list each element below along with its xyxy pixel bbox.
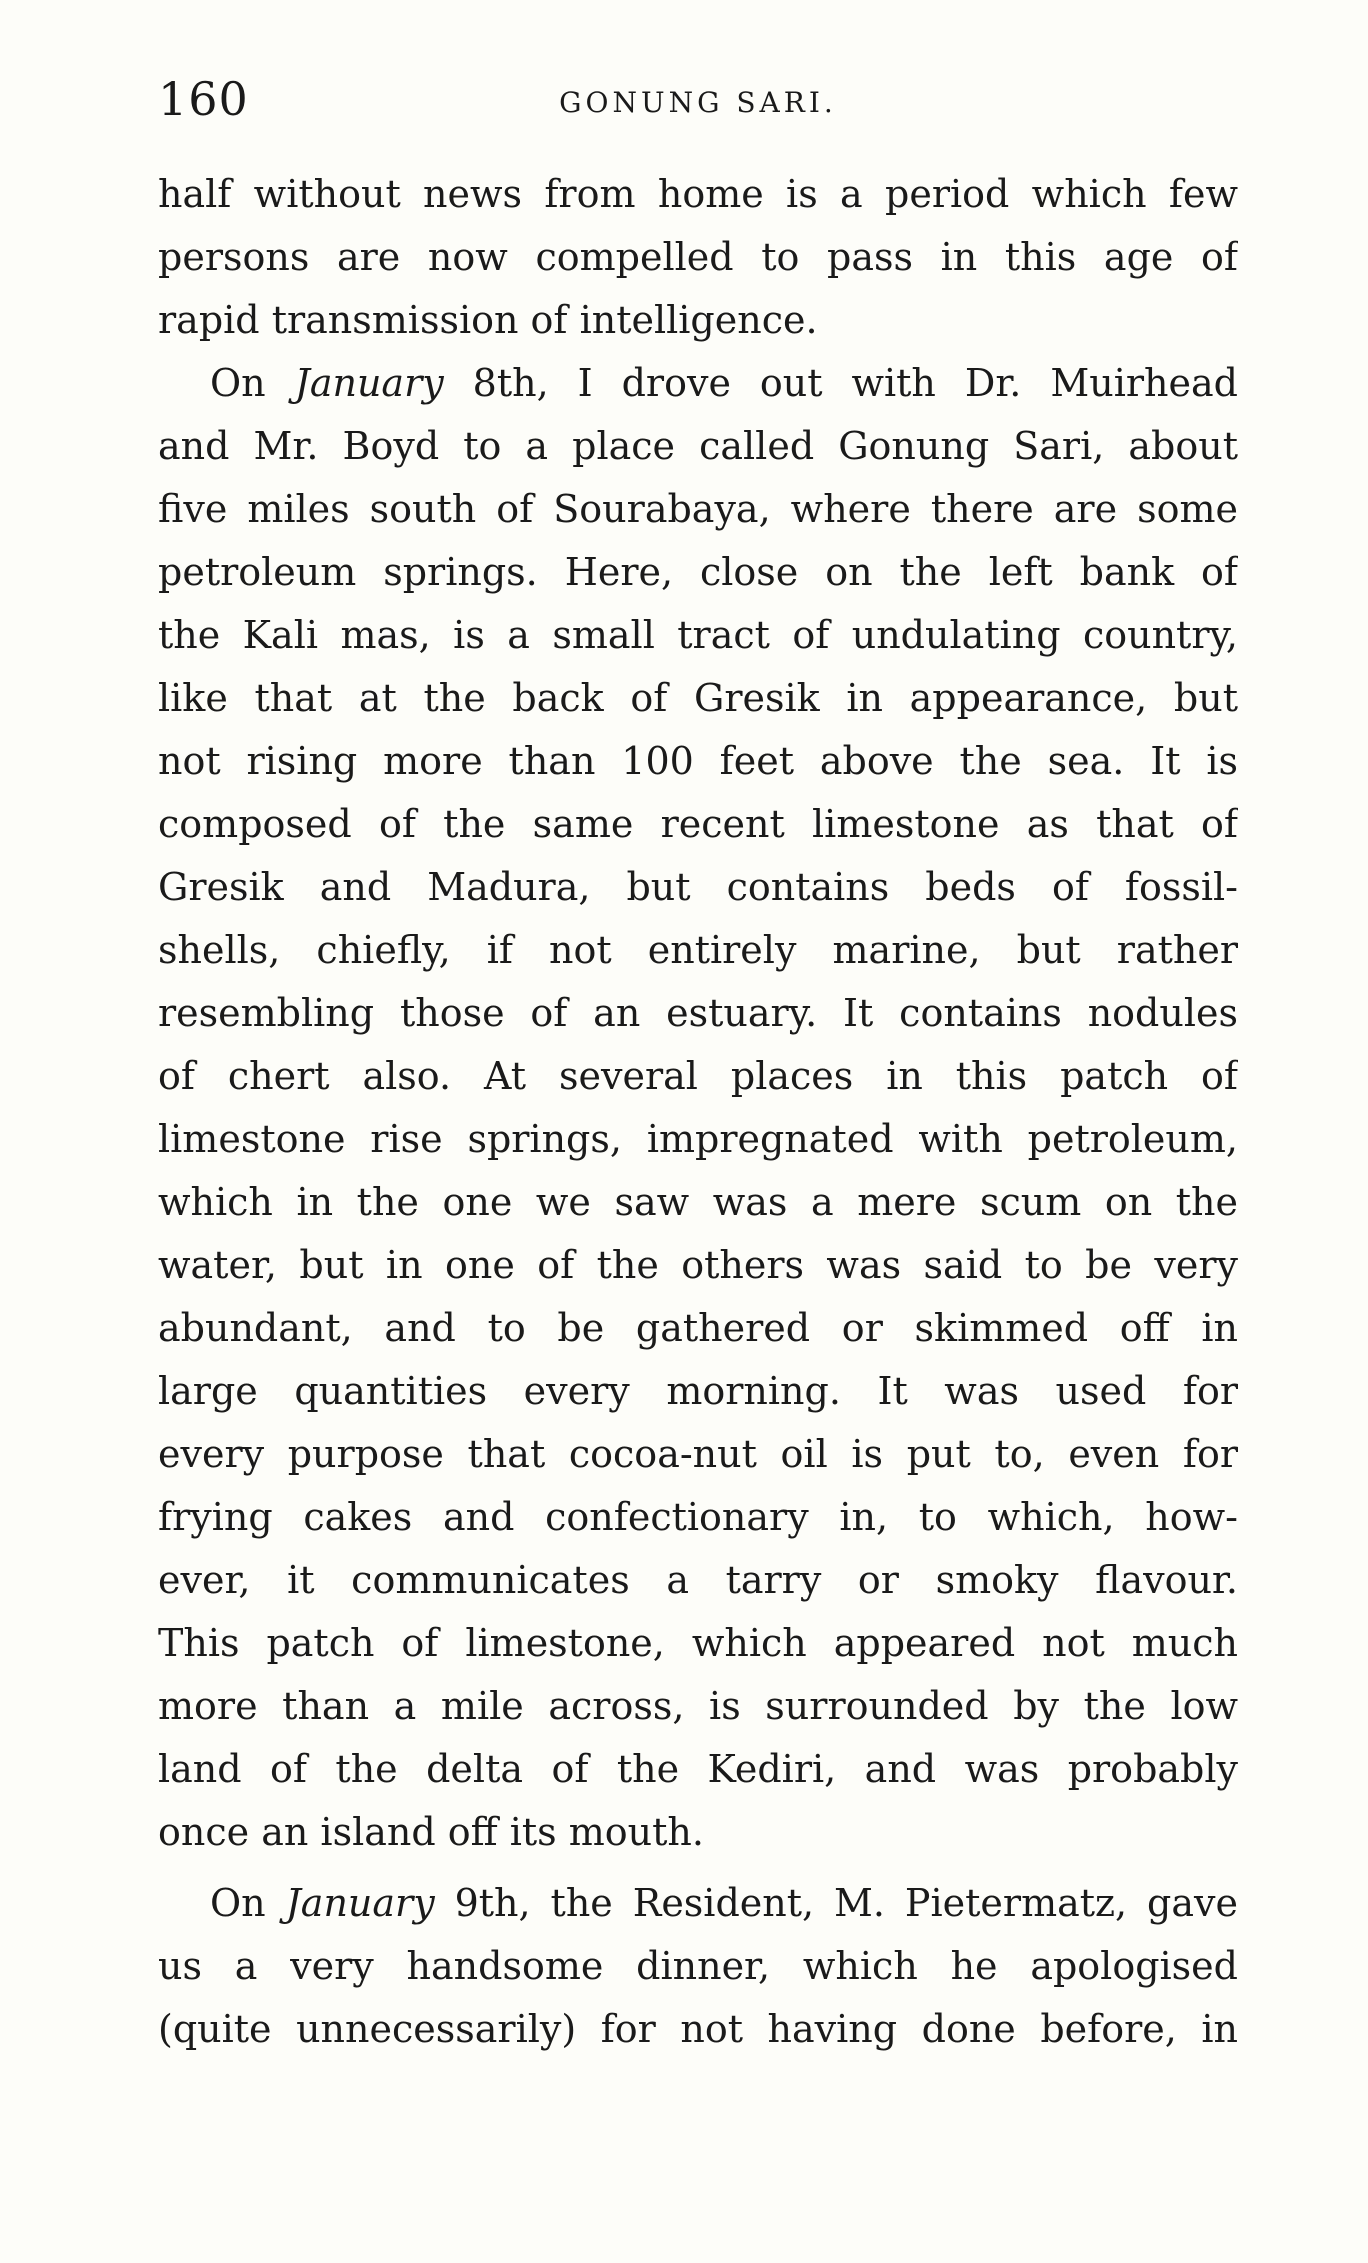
text-line: This patch of limestone, which appeared not much [158,1621,1238,1665]
italic-date: January [285,1881,435,1925]
text-line: five miles south of Sourabaya, where there are some [158,487,1238,531]
paragraph [158,352,1238,1864]
text-line: Gresik and Madura, but contains beds of fossil- [158,865,1238,909]
text-run: On [210,361,295,405]
paragraph [158,1872,1238,2061]
text-line: water, but in one of the others was said to be very [158,1243,1238,1287]
text-line: not rising more than 100 feet above the sea. It is [158,739,1238,783]
text-line: abundant, and to be gathered or skimmed off in [158,1306,1238,1350]
text-line: land of the delta of the Kediri, and was probably [158,1747,1238,1791]
text-line: composed of the same recent limestone as that of [158,802,1238,846]
text-line: once an island off its mouth. [158,1810,704,1854]
text-line: persons are now compelled to pass in this age of [158,235,1238,279]
text-run: On [210,1881,286,1925]
text-line: and Mr. Boyd to a place called Gonung Sari, about [158,424,1238,468]
text-line: large quantities every morning. It was used for [158,1369,1238,1413]
text-line: ever, it communicates a tarry or smoky flavour. [158,1558,1238,1602]
page-number: 160 [158,72,249,126]
page-header [158,72,1238,132]
text-line: petroleum springs. Here, close on the left bank of [158,550,1238,594]
text-line [158,1872,1238,1935]
text-line: rapid transmission of intelligence. [158,298,818,342]
text-line: more than a mile across, is surrounded by the low [158,1684,1238,1728]
text-line: every purpose that cocoa-nut oil is put to, even for [158,1432,1238,1476]
text-line: shells, chiefly, if not entirely marine, but rather [158,928,1238,972]
text-line: of chert also. At several places in this patch of [158,1054,1238,1098]
text-line [158,352,1238,415]
text-line: the Kali mas, is a small tract of undulating country, [158,613,1238,657]
paragraph-gap [158,1864,1238,1872]
text-line: us a very handsome dinner, which he apologised [158,1944,1238,1988]
text-line: which in the one we saw was a mere scum on the [158,1180,1238,1224]
text-run: 9th, the Resident, M. Pietermatz, gave [434,1881,1238,1925]
text-line: limestone rise springs, impregnated with petroleum, [158,1117,1238,1161]
text-line: half without news from home is a period which few [158,172,1238,216]
text-line: (quite unnecessarily) for not having done before, in [158,2007,1238,2051]
text-run: 8th, I drove out with Dr. Muirhead [443,361,1238,405]
text-line: resembling those of an estuary. It contains nodules [158,991,1238,1035]
running-head: GONUNG SARI. [559,86,837,119]
text-line: frying cakes and confectionary in, to which, how- [158,1495,1238,1539]
text-line: like that at the back of Gresik in appearance, but [158,676,1238,720]
body-text [158,163,1238,2061]
italic-date: January [294,361,444,405]
paragraph [158,163,1238,352]
